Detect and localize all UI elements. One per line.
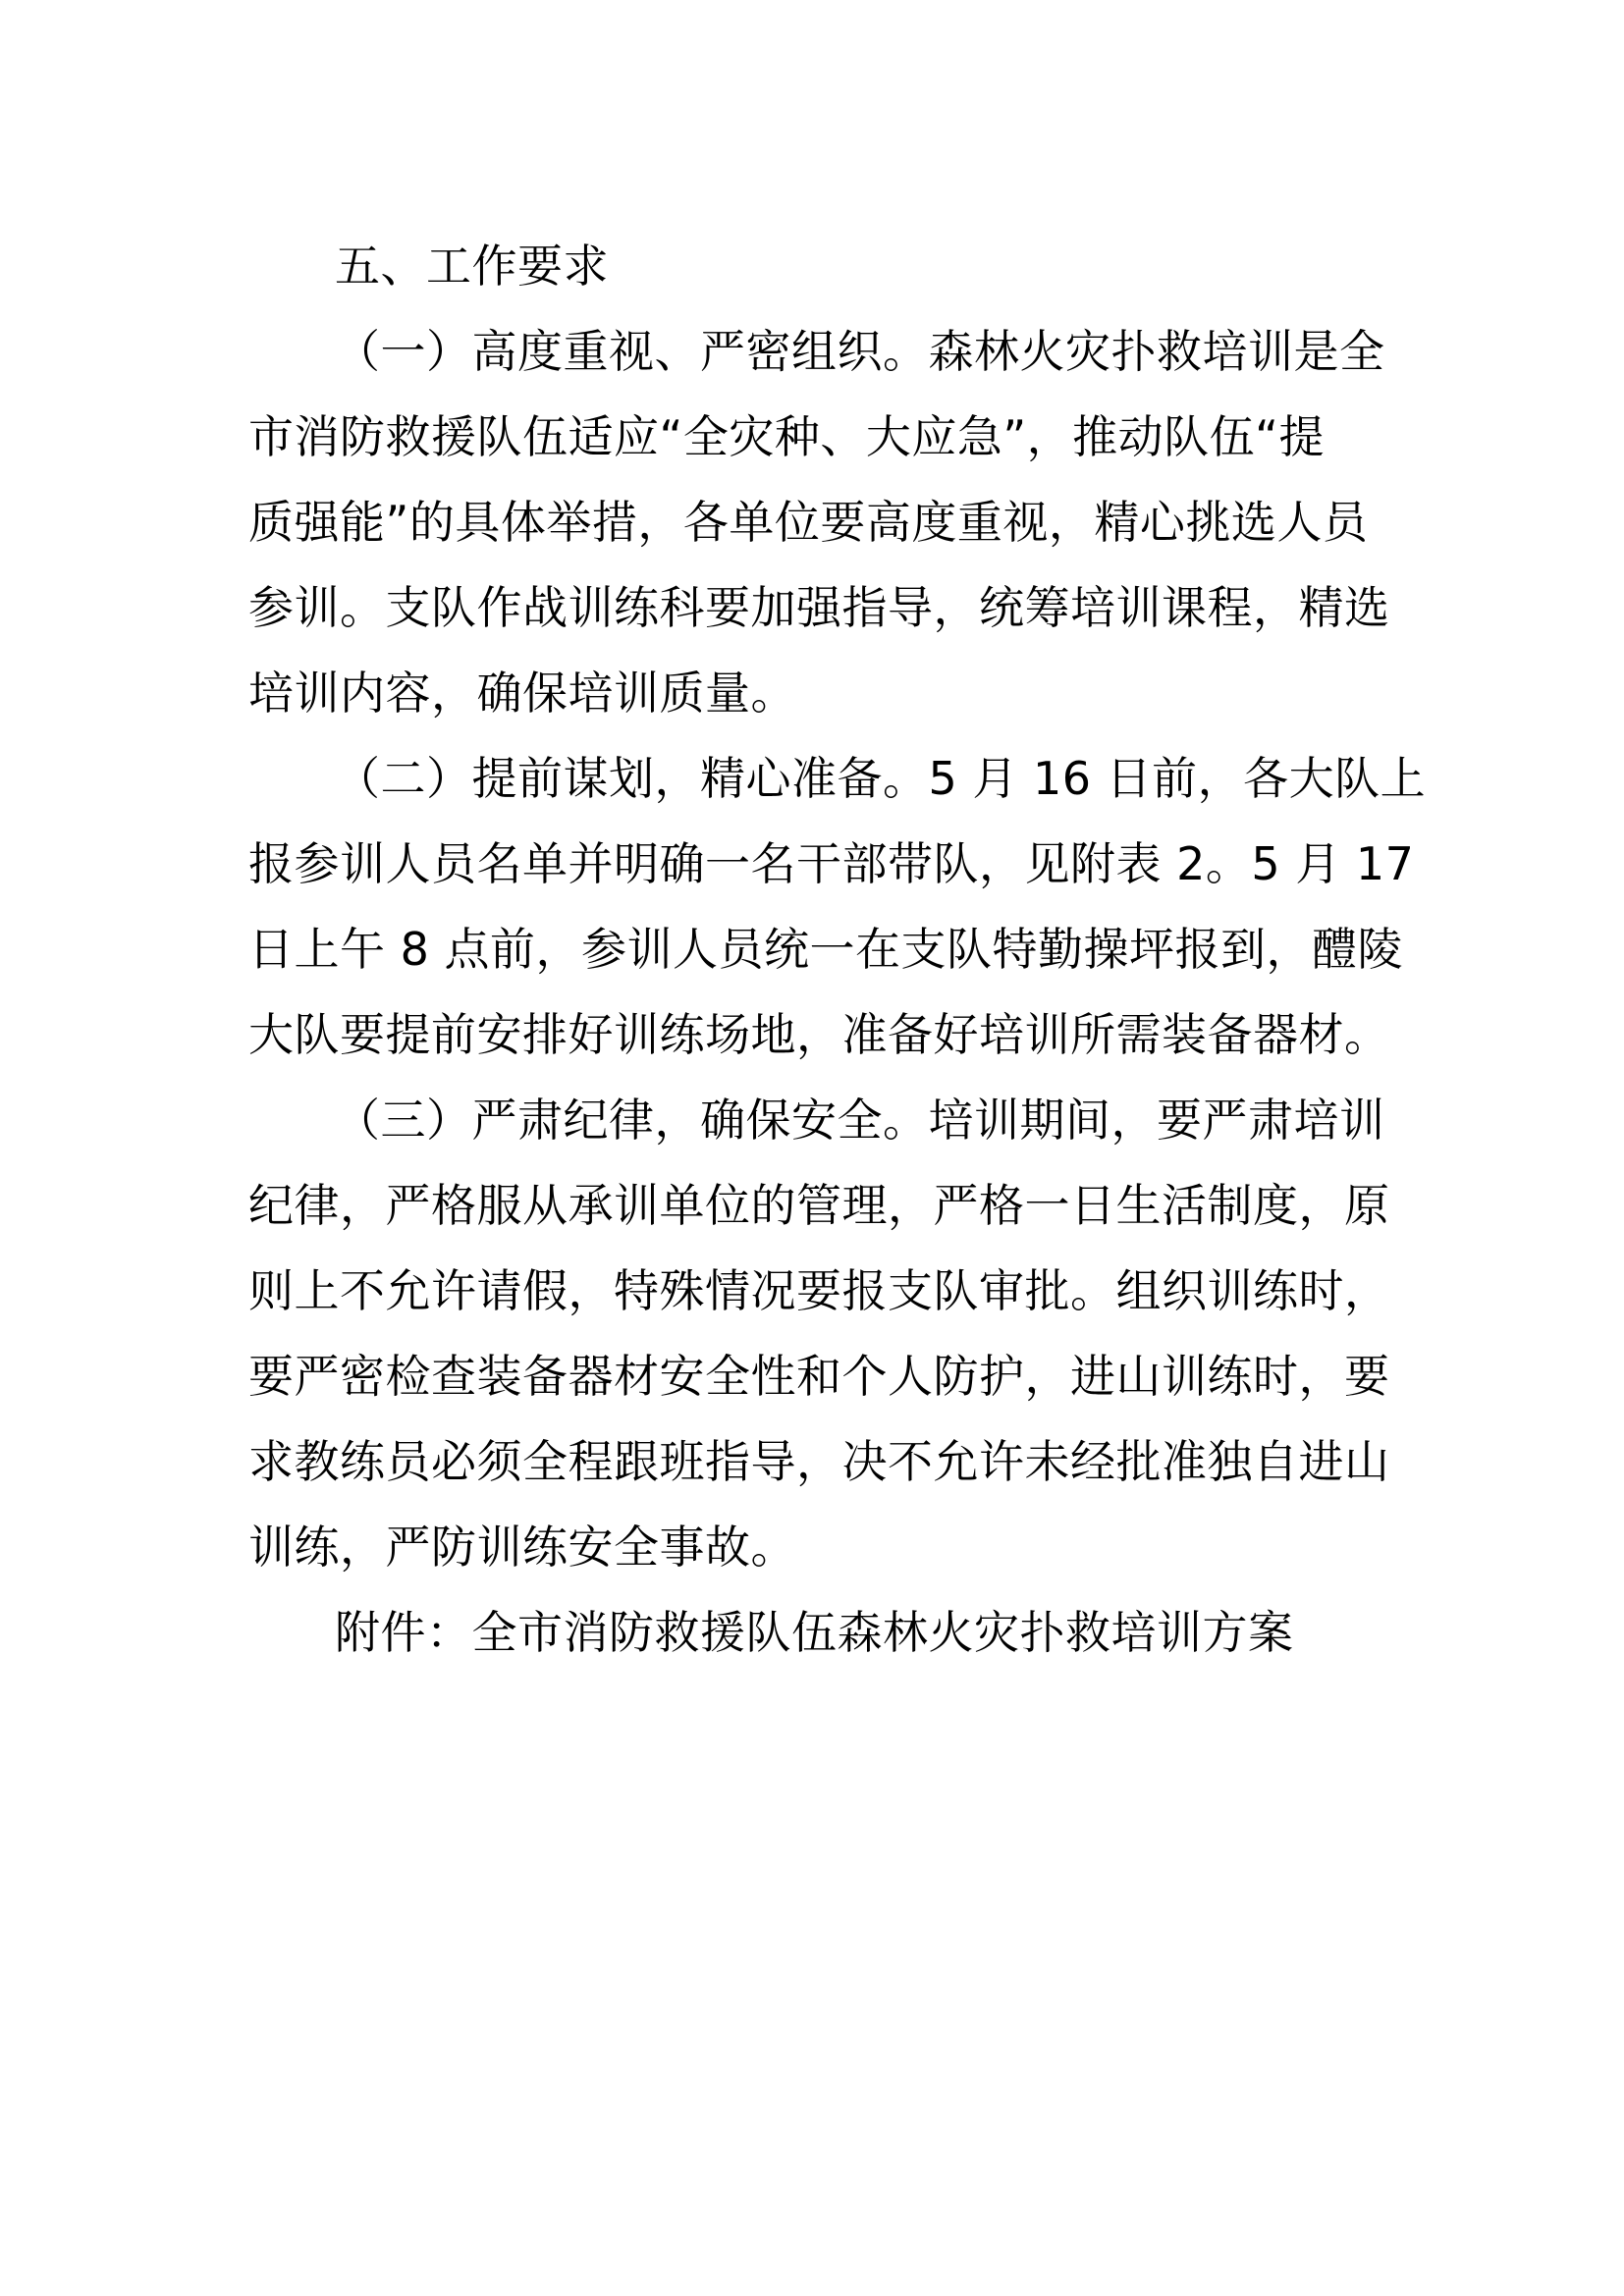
paragraph-line: 培训内容，确保培训质量。 (248, 667, 796, 720)
paragraph-line: 求教练员必须全程跟班指导，决不允许未经批准独自进山 (248, 1435, 1390, 1488)
paragraph-line: （一）高度重视、严密组织。森林火灾扑救培训是全 (335, 325, 1385, 378)
paragraph-2 (248, 736, 1427, 1078)
paragraph-line: 大队要提前安排好训练场地，准备好培训所需装备器材。 (248, 1008, 1390, 1061)
paragraph-line: 纪律，严格服从承训单位的管理，严格一日生活制度，原 (248, 1179, 1390, 1232)
paragraph-line: 报参训人员名单并明确一名干部带队，见附表 2。5 月 17 (248, 837, 1415, 890)
paragraph-line: 则上不允许请假，特殊情况要报支队审批。组织训练时， (248, 1264, 1390, 1317)
paragraph-line: （三）严肃纪律，确保安全。培训期间，要严肃培训 (335, 1094, 1385, 1147)
section-heading: 五、工作要求 (335, 240, 609, 293)
paragraph-3 (248, 1078, 1390, 1590)
paragraph-line: 参训。支队作战训练科要加强指导，统筹培训课程，精选 (248, 581, 1390, 634)
paragraph-line: 质强能”的具体举措，各单位要高度重视，精心挑选人员 (248, 496, 1369, 549)
paragraph-line: 训练，严防训练安全事故。 (248, 1521, 796, 1574)
paragraph-line: （二）提前谋划，精心准备。5 月 16 日前，各大队上 (335, 752, 1427, 805)
paragraph-line: 日上午 8 点前，参训人员统一在支队特勤操坪报到，醴陵 (248, 923, 1404, 976)
attachment-note: 附件：全市消防救援队伍森林火灾扑救培训方案 (335, 1606, 1294, 1659)
paragraph-line: 市消防救援队伍适应“全灾种、大应急”，推动队伍“提 (248, 410, 1325, 463)
paragraph-line: 要严密检查装备器材安全性和个人防护，进山训练时，要 (248, 1350, 1390, 1403)
paragraph-1 (248, 309, 1390, 736)
document-page (248, 224, 1427, 1676)
